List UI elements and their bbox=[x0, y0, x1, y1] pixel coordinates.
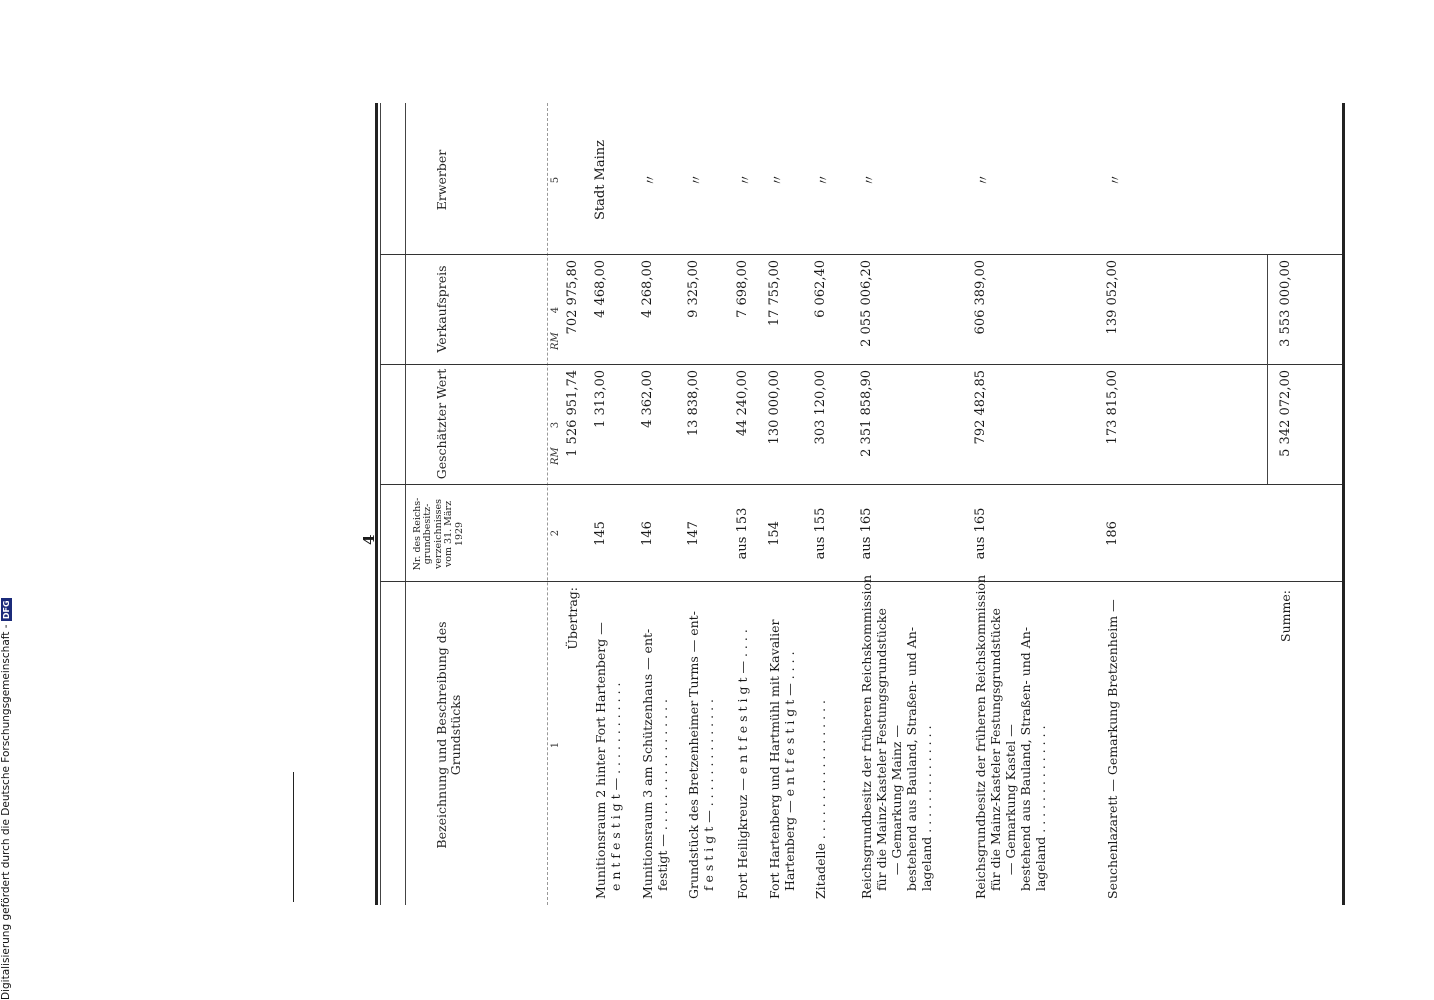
page-number: 4 bbox=[360, 534, 378, 545]
property-table bbox=[375, 103, 1345, 905]
row-verzeichnis-nr: 186 bbox=[1105, 521, 1120, 546]
row-verkaufspreis: 6 062,40 bbox=[813, 260, 828, 318]
document-page bbox=[350, 140, 1350, 1000]
row-verkaufspreis: 139 052,00 bbox=[1105, 260, 1120, 335]
row-description: Fort Heiligkreuz — e n t f e s t i g t — . . . . bbox=[735, 629, 750, 899]
dfg-footer bbox=[0, 600, 12, 1000]
row-erwerber: Stadt Mainz bbox=[593, 140, 608, 220]
row-verzeichnis-nr: 154 bbox=[767, 521, 782, 546]
row-verzeichnis-nr: aus 153 bbox=[735, 507, 750, 560]
dfg-logo: DFG bbox=[2, 600, 11, 620]
row-geschaetzter-wert: 1 526 951,74 bbox=[565, 370, 580, 457]
row-erwerber: 〃 bbox=[817, 173, 832, 187]
row-geschaetzter-wert: 2 351 858,90 bbox=[859, 370, 874, 457]
row-verzeichnis-nr: aus 155 bbox=[813, 507, 828, 560]
row-verzeichnis-nr: aus 165 bbox=[859, 507, 874, 560]
row-verzeichnis-nr: 146 bbox=[640, 521, 655, 546]
header-col2: Nr. des Reichs-grundbesitz-verzeichnisses vom 31. März 1929 bbox=[412, 497, 465, 571]
row-verkaufspreis: 702 975,80 bbox=[565, 260, 580, 335]
header-col5: Erwerber bbox=[434, 149, 449, 211]
row-erwerber: 〃 bbox=[771, 173, 786, 187]
row-verzeichnis-nr: aus 165 bbox=[973, 507, 988, 560]
column-number-3: 3 bbox=[550, 421, 561, 429]
row-verkaufspreis: 9 325,00 bbox=[686, 260, 701, 318]
col-rule-3 bbox=[380, 364, 1342, 365]
row-description: Munitionsraum 2 hinter Fort Hartenberg — e n t f e s t i g t — . . . . . . . . . . . . bbox=[593, 622, 623, 899]
row-geschaetzter-wert: 792 482,85 bbox=[973, 370, 988, 445]
row-geschaetzter-wert: 1 313,00 bbox=[593, 370, 608, 428]
row-description: Reichsgrundbesitz der früheren Reichskommission für die Mainz-Kasteler Festungsgrundstücke — Gemarkung Mainz — bestehend aus Bauland, Straßen- und An- lageland . . . . . . . . . . . . . . bbox=[859, 574, 934, 899]
row-erwerber: 〃 bbox=[644, 173, 659, 187]
row-description: Munitionsraum 3 am Schützenhaus — ent- festigt — . . . . . . . . . . . . . . . . . bbox=[640, 628, 670, 899]
table-top-rule bbox=[375, 103, 378, 905]
row-erwerber: 〃 bbox=[977, 173, 992, 187]
table-bottom-rule bbox=[1342, 103, 1345, 905]
row-verkaufspreis: 7 698,00 bbox=[735, 260, 750, 318]
row-geschaetzter-wert: 13 838,00 bbox=[686, 370, 701, 437]
summe-rule bbox=[1267, 255, 1268, 484]
header-col3: Geschätzter Wert bbox=[434, 368, 449, 480]
row-description: Seuchenlazarett — Gemarkung Bretzenheim — bbox=[1105, 599, 1120, 899]
row-erwerber: 〃 bbox=[863, 173, 878, 187]
footer-note: Digitalisierung gefördert durch die Deutsche Forschungsgemeinschaft - bbox=[0, 624, 12, 1000]
row-verkaufspreis: 17 755,00 bbox=[767, 260, 782, 327]
row-geschaetzter-wert: 130 000,00 bbox=[767, 370, 782, 445]
colnum-rule bbox=[547, 103, 548, 905]
summe-label: Summe: bbox=[1278, 590, 1293, 642]
currency-unit-col4: RM bbox=[550, 332, 561, 350]
header-col4: Verkaufspreis bbox=[434, 265, 449, 353]
table-top-rule-2 bbox=[380, 103, 381, 905]
column-number-2: 2 bbox=[550, 529, 561, 537]
col-rule-4 bbox=[380, 254, 1342, 255]
summe-preis: 3 553 000,00 bbox=[1278, 260, 1293, 347]
row-verkaufspreis: 4 468,00 bbox=[593, 260, 608, 318]
row-geschaetzter-wert: 44 240,00 bbox=[735, 370, 750, 437]
row-geschaetzter-wert: 4 362,00 bbox=[640, 370, 655, 428]
row-description: Fort Hartenberg und Hartmühl mit Kavalier Hartenberg — e n t f e s t i g t — . . . . bbox=[767, 619, 797, 899]
row-erwerber: 〃 bbox=[690, 173, 705, 187]
header-col1: Bezeichnung und Beschreibung des Grundstücks bbox=[434, 621, 464, 849]
row-erwerber: 〃 bbox=[1109, 173, 1124, 187]
row-geschaetzter-wert: 173 815,00 bbox=[1105, 370, 1120, 445]
row-description: Reichsgrundbesitz der früheren Reichskommission für die Mainz-Kasteler Festungsgrundstücke — Gemarkung Kastel — bestehend aus Bauland, Straßen- und An- lageland . . . . . . . . . . . . . . bbox=[973, 574, 1048, 899]
row-verkaufspreis: 606 389,00 bbox=[973, 260, 988, 335]
row-verkaufspreis: 2 055 006,20 bbox=[859, 260, 874, 347]
row-description: Zitadelle . . . . . . . . . . . . . . . . . . bbox=[813, 700, 828, 899]
currency-unit-col3: RM bbox=[550, 447, 561, 465]
row-verzeichnis-nr: 147 bbox=[686, 521, 701, 546]
row-description: Grundstück des Bretzenheimer Turms — ent- f e s t i g t — . . . . . . . . . . . . . . bbox=[686, 611, 716, 899]
row-geschaetzter-wert: 303 120,00 bbox=[813, 370, 828, 445]
summe-wert: 5 342 072,00 bbox=[1278, 370, 1293, 457]
header-rule bbox=[405, 103, 406, 905]
column-number-1: 1 bbox=[550, 741, 561, 749]
column-number-5: 5 bbox=[550, 176, 561, 184]
row-description: Übertrag: bbox=[565, 587, 580, 650]
row-verkaufspreis: 4 268,00 bbox=[640, 260, 655, 318]
column-number-4: 4 bbox=[550, 306, 561, 314]
margin-rule bbox=[293, 772, 294, 902]
row-verzeichnis-nr: 145 bbox=[593, 521, 608, 546]
col-rule-2 bbox=[380, 484, 1342, 485]
row-erwerber: 〃 bbox=[739, 173, 754, 187]
